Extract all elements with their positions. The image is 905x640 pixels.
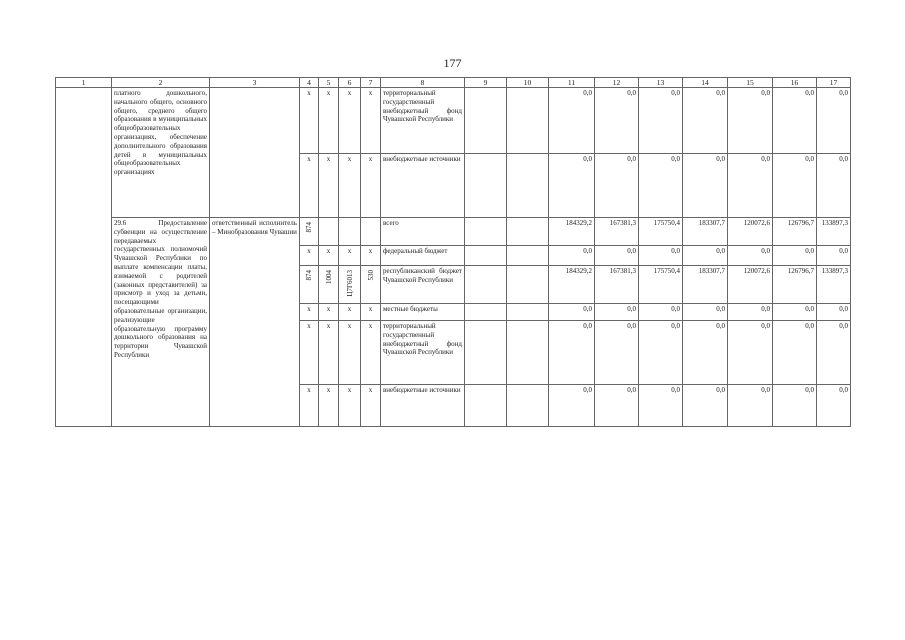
value-cell: 120072,6 <box>728 266 773 304</box>
gr-code-text: 874 <box>305 270 313 281</box>
header-cell: 15 <box>728 78 773 88</box>
empty-cell <box>507 88 549 154</box>
csr-code: x <box>339 385 361 427</box>
value-cell: 167381,3 <box>595 218 639 246</box>
value-cell: 0,0 <box>817 321 851 385</box>
header-cell: 2 <box>112 78 210 88</box>
value-cell: 167381,3 <box>595 266 639 304</box>
vr-code-text: 530 <box>366 270 375 281</box>
header-cell: 1 <box>56 78 112 88</box>
value-cell: 0,0 <box>549 154 595 218</box>
funding-source: территориальный государственный внебюджетный фонд Чувашской Республики <box>381 321 465 385</box>
empty-cell <box>465 88 507 154</box>
value-cell: 120072,6 <box>728 218 773 246</box>
empty-cell <box>507 321 549 385</box>
value-cell: 0,0 <box>549 304 595 321</box>
value-cell: 0,0 <box>773 88 817 154</box>
value-cell: 0,0 <box>773 304 817 321</box>
rz-code: x <box>319 304 339 321</box>
value-cell: 0,0 <box>595 246 639 266</box>
gr-code: x <box>300 88 319 154</box>
value-cell: 133897,3 <box>817 218 851 246</box>
csr-code: x <box>339 154 361 218</box>
header-cell: 12 <box>595 78 639 88</box>
rz-code <box>319 218 339 246</box>
funding-source: внебюджетные источники <box>381 154 465 218</box>
value-cell: 0,0 <box>728 304 773 321</box>
header-cell: 13 <box>639 78 683 88</box>
value-cell: 0,0 <box>773 321 817 385</box>
value-cell: 0,0 <box>595 88 639 154</box>
vr-code: x <box>361 154 381 218</box>
csr-code: x <box>339 304 361 321</box>
continued-description: платного дошкольного, начального общего, основного общего, среднего общего образования в муниципальных общеобразовательных организациях, обеспечение дополнительного образования детей в муниципальных общеобразовательных организациях <box>112 88 210 218</box>
empty-cell <box>465 266 507 304</box>
table-row <box>56 88 851 154</box>
value-cell: 0,0 <box>728 88 773 154</box>
blank-cell <box>56 88 112 427</box>
empty-cell <box>465 385 507 427</box>
empty-cell <box>507 154 549 218</box>
header-cell: 11 <box>549 78 595 88</box>
value-cell: 0,0 <box>595 154 639 218</box>
empty-cell <box>507 385 549 427</box>
value-cell: 0,0 <box>639 385 683 427</box>
value-cell: 0,0 <box>817 304 851 321</box>
vr-code: x <box>361 88 381 154</box>
page-number: 177 <box>443 56 462 70</box>
value-cell: 0,0 <box>773 246 817 266</box>
program-table <box>55 77 851 427</box>
vr-code: x <box>361 321 381 385</box>
header-cell: 8 <box>381 78 465 88</box>
empty-cell <box>507 266 549 304</box>
gr-code: x <box>300 154 319 218</box>
value-cell: 183307,7 <box>683 266 728 304</box>
funding-source: республиканский бюджет Чувашской Республики <box>381 266 465 304</box>
executor-cell: ответственный исполнитель – Минобразования Чувашии <box>210 218 300 427</box>
table-row <box>56 218 851 246</box>
header-row <box>56 78 851 88</box>
value-cell: 184329,2 <box>549 266 595 304</box>
empty-cell <box>507 246 549 266</box>
value-cell: 0,0 <box>683 88 728 154</box>
vr-code <box>361 266 381 304</box>
csr-code <box>339 266 361 304</box>
value-cell: 0,0 <box>595 321 639 385</box>
value-cell: 0,0 <box>683 246 728 266</box>
funding-source: всего <box>381 218 465 246</box>
header-cell: 9 <box>465 78 507 88</box>
header-cell: 5 <box>319 78 339 88</box>
value-cell: 0,0 <box>639 88 683 154</box>
value-cell: 0,0 <box>728 385 773 427</box>
value-cell: 0,0 <box>683 385 728 427</box>
rz-code <box>319 266 339 304</box>
value-cell: 0,0 <box>549 321 595 385</box>
value-cell: 0,0 <box>683 154 728 218</box>
funding-source: внебюджетные источники <box>381 385 465 427</box>
vr-code: x <box>361 246 381 266</box>
value-cell: 0,0 <box>639 246 683 266</box>
vr-code: x <box>361 304 381 321</box>
gr-code <box>300 266 319 304</box>
value-cell: 0,0 <box>683 321 728 385</box>
gr-code: x <box>300 321 319 385</box>
value-cell: 183307,7 <box>683 218 728 246</box>
value-cell: 0,0 <box>595 385 639 427</box>
value-cell: 0,0 <box>639 304 683 321</box>
header-cell: 16 <box>773 78 817 88</box>
value-cell: 0,0 <box>817 88 851 154</box>
value-cell: 0,0 <box>728 154 773 218</box>
empty-cell <box>507 304 549 321</box>
empty-cell <box>507 218 549 246</box>
value-cell: 0,0 <box>639 321 683 385</box>
csr-code: x <box>339 88 361 154</box>
value-cell: 0,0 <box>549 88 595 154</box>
value-cell: 0,0 <box>817 385 851 427</box>
value-cell: 0,0 <box>817 154 851 218</box>
executor-cell <box>210 88 300 218</box>
measure-description: 29.6 Предоставление субвенции на осуществление передаваемых государственных полномочий Чувашской Республики по выплате компенсации платы, взимаемой с родителей (законных представителей) за присмотр и уход за детьми, посещающими образовательные организации, реализующие образовательную программу дошкольного образования на территории Чувашской Республики <box>112 218 210 427</box>
value-cell: 133897,3 <box>817 266 851 304</box>
empty-cell <box>465 154 507 218</box>
rz-code-text: 1004 <box>324 270 333 284</box>
header-cell: 10 <box>507 78 549 88</box>
value-cell: 126796,7 <box>773 218 817 246</box>
funding-source: местные бюджеты <box>381 304 465 321</box>
csr-code: x <box>339 246 361 266</box>
value-cell: 0,0 <box>773 385 817 427</box>
rz-code: x <box>319 88 339 154</box>
empty-cell <box>465 304 507 321</box>
empty-cell <box>465 218 507 246</box>
rz-code: x <box>319 246 339 266</box>
header-cell: 14 <box>683 78 728 88</box>
value-cell: 0,0 <box>728 321 773 385</box>
value-cell: 0,0 <box>728 246 773 266</box>
value-cell: 126796,7 <box>773 266 817 304</box>
value-cell: 0,0 <box>639 154 683 218</box>
value-cell: 175750,4 <box>639 266 683 304</box>
value-cell: 0,0 <box>549 246 595 266</box>
header-cell: 6 <box>339 78 361 88</box>
csr-code: x <box>339 321 361 385</box>
gr-code <box>300 218 319 246</box>
vr-code <box>361 218 381 246</box>
rz-code: x <box>319 321 339 385</box>
value-cell: 0,0 <box>773 154 817 218</box>
gr-code-text: 874 <box>305 222 313 233</box>
header-cell: 4 <box>300 78 319 88</box>
header-cell: 7 <box>361 78 381 88</box>
value-cell: 175750,4 <box>639 218 683 246</box>
rz-code: x <box>319 385 339 427</box>
gr-code: x <box>300 304 319 321</box>
value-cell: 0,0 <box>683 304 728 321</box>
csr-code <box>339 218 361 246</box>
funding-source: федеральный бюджет <box>381 246 465 266</box>
gr-code: x <box>300 385 319 427</box>
csr-code-text: Ц7Г6013 <box>345 270 354 297</box>
header-cell: 17 <box>817 78 851 88</box>
rz-code: x <box>319 154 339 218</box>
vr-code: x <box>361 385 381 427</box>
value-cell: 184329,2 <box>549 218 595 246</box>
empty-cell <box>465 321 507 385</box>
value-cell: 0,0 <box>549 385 595 427</box>
value-cell: 0,0 <box>817 246 851 266</box>
gr-code: x <box>300 246 319 266</box>
funding-source: территориальный государственный внебюджетный фонд Чувашской Республики <box>381 88 465 154</box>
value-cell: 0,0 <box>595 304 639 321</box>
empty-cell <box>465 246 507 266</box>
header-cell: 3 <box>210 78 300 88</box>
